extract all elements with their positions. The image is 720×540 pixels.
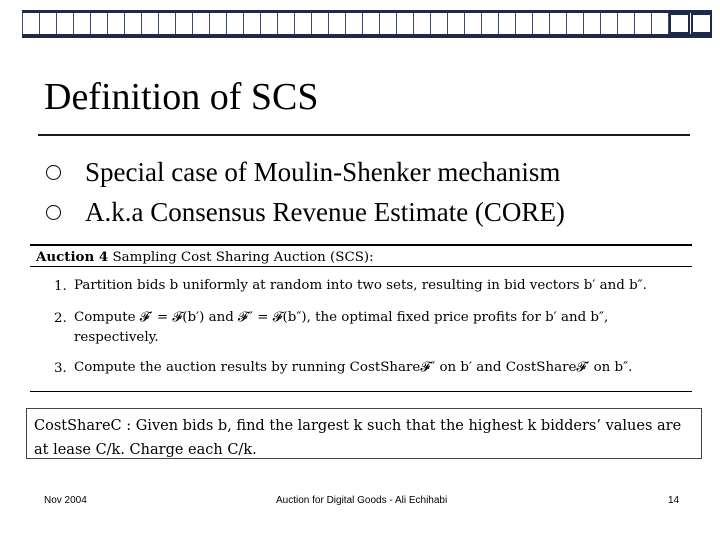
hollow-circle-bullet-icon [46, 205, 61, 220]
slide-title: Definition of SCS [44, 76, 319, 118]
bullet-text: Special case of Moulin-Shenker mechanism [85, 156, 561, 187]
header-bottom-line [22, 34, 712, 38]
definition-box [26, 408, 702, 459]
header-square-icon [691, 13, 712, 34]
step-number: 3. [54, 361, 67, 376]
step-text: Compute the auction results by running CostShare𝓕″ on b′ and CostShare𝓕′ on b″. [74, 360, 633, 375]
definition-line: at lease C/k. Charge each C/k. [34, 442, 257, 458]
algorithm-top-rule [30, 244, 692, 246]
algorithm-label: Auction 4 [36, 249, 109, 265]
step-number: 1. [54, 279, 67, 294]
header-square-icon [669, 13, 690, 34]
definition-line: CostShareC : Given bids b, find the largest k such that the highest k bidders’ values are [34, 418, 682, 434]
title-divider [38, 134, 690, 136]
algorithm-header-rule [30, 266, 692, 267]
algorithm-bottom-rule [30, 391, 692, 393]
header-grid-pattern [22, 13, 712, 34]
algorithm-box [30, 244, 692, 392]
footer-title: Auction for Digital Goods - Ali Echihabi [276, 495, 448, 506]
bullet-list [44, 152, 565, 232]
page-number: 14 [668, 495, 680, 506]
footer-date: Nov 2004 [44, 495, 87, 506]
algorithm-name: Sampling Cost Sharing Auction (SCS): [112, 250, 374, 265]
algorithm-header [36, 251, 374, 264]
step-text: Partition bids b uniformly at random into two sets, resulting in bid vectors b′ and b″. [74, 278, 647, 293]
step-number: 2. [54, 311, 67, 326]
hollow-circle-bullet-icon [46, 165, 61, 180]
bullet-item [44, 192, 565, 232]
step-text: Compute 𝓕′ = 𝓕(b′) and 𝓕″ = 𝓕(b″), the optimal fixed price profits for b′ and b″, respectively. [74, 310, 609, 345]
bullet-item [44, 152, 565, 192]
bullet-text: A.k.a Consensus Revenue Estimate (CORE) [85, 196, 565, 227]
header-decoration [22, 10, 712, 38]
